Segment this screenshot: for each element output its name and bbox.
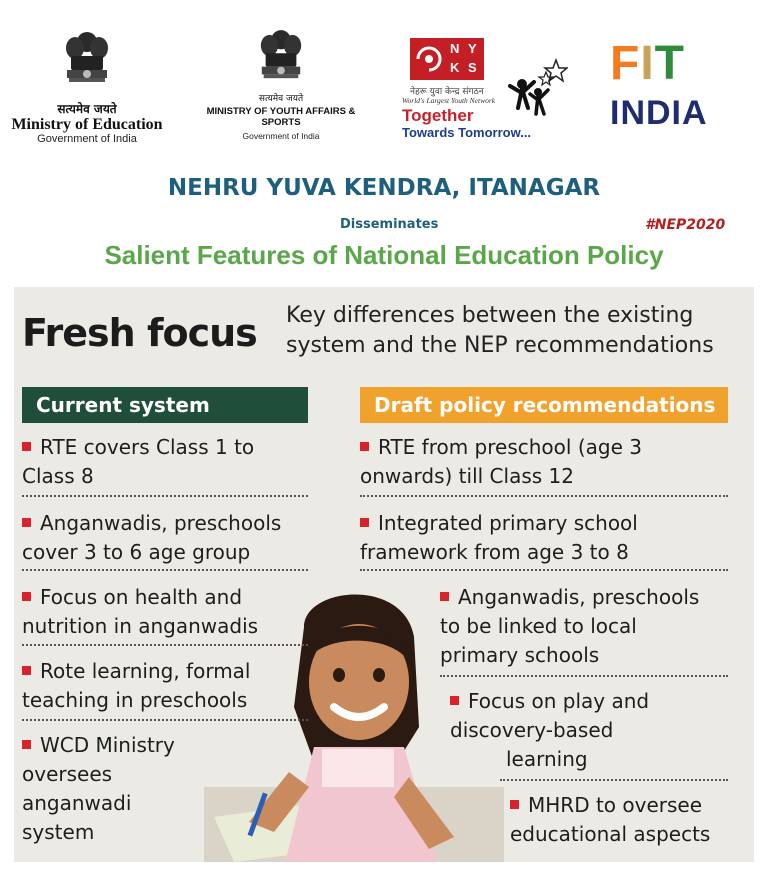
fit-india-logo <box>610 38 740 138</box>
nyks-network-text: World's Largest Youth Network <box>402 96 496 105</box>
bullet-icon <box>360 518 369 527</box>
divider <box>440 675 728 677</box>
nyks-towards-text: Towards Tomorrow... <box>402 125 532 140</box>
government-of-india-text: Government of India <box>242 131 320 141</box>
divider <box>22 569 308 571</box>
divider <box>22 495 308 497</box>
divider <box>500 779 728 781</box>
national-emblem-icon <box>6 28 168 98</box>
page-subtitle: Salient Features of National Education Policy <box>104 240 664 270</box>
nyks-letter: Y <box>468 41 477 56</box>
bullet-icon <box>22 442 31 451</box>
bullet-icon <box>22 666 31 675</box>
current-point-5: WCD Ministry oversees anganwadi system <box>22 733 175 844</box>
nyks-hindi-text: नेहरू युवा केन्द्र संगठन <box>410 87 484 97</box>
divider <box>22 644 308 646</box>
national-emblem-icon <box>195 26 367 90</box>
bullet-icon <box>22 518 31 527</box>
nyks-letter: K <box>450 60 460 75</box>
draft-point-5: MHRD to oversee educational aspects <box>510 793 711 846</box>
nyks-letter: S <box>468 60 477 75</box>
satyamev-jayate-text: सत्यमेव जयते <box>258 94 304 104</box>
draft-point-4: Focus on play and discovery-based learning <box>450 689 650 771</box>
draft-point-2: Integrated primary school framework from age 3 to 8 <box>360 511 638 564</box>
nyks-swirl-icon <box>414 44 444 74</box>
draft-point-1: RTE from preschool (age 3 onwards) till Class 12 <box>360 435 642 488</box>
nyks-youth-figures-icon <box>506 58 568 124</box>
current-point-4: Rote learning, formal teaching in preschools <box>22 659 251 712</box>
fit-letter-t: T <box>654 37 685 90</box>
nyks-letter: N <box>450 41 460 56</box>
nyks-together-text: Together <box>402 106 474 125</box>
infographic-subheading <box>286 301 746 361</box>
bullet-icon <box>22 592 31 601</box>
bullet-icon <box>450 696 459 705</box>
nyks-red-box <box>410 38 484 80</box>
ministry-of-education-logo <box>6 28 168 145</box>
current-point-2: Anganwadis, preschools cover 3 to 6 age group <box>22 511 282 564</box>
government-of-india-text: Government of India <box>37 133 137 145</box>
fit-letter-i: I <box>640 37 655 90</box>
draft-point-3: Anganwadis, preschools to be linked to local primary schools <box>440 585 700 667</box>
page-title: NEHRU YUVA KENDRA, ITANAGAR <box>167 175 601 201</box>
divider <box>360 495 728 497</box>
fit-letter-f: F <box>610 37 641 90</box>
ministry-of-youth-affairs-logo <box>195 26 367 141</box>
nyks-logo <box>398 38 578 148</box>
subheading-line: system and the NEP recommendations <box>286 333 714 358</box>
fit-wordmark <box>610 37 685 90</box>
divider <box>360 569 728 571</box>
hashtag-text: #NEP2020 <box>645 217 726 233</box>
draft-policy-header: Draft policy recommendations <box>360 387 728 423</box>
satyamev-jayate-text: सत्यमेव जयते <box>57 102 117 116</box>
divider <box>22 719 308 721</box>
fit-india-text: INDIA <box>610 94 708 132</box>
bullet-icon <box>22 740 31 749</box>
infographic-heading: Fresh focus <box>22 311 257 355</box>
disseminates-text: Disseminates <box>340 217 439 232</box>
subheading-line: Key differences between the existing <box>286 303 694 328</box>
bullet-icon <box>510 800 519 809</box>
infographic-panel <box>14 287 754 862</box>
ministry-title: MINISTRY OF YOUTH AFFAIRS & SPORTS <box>206 106 356 128</box>
current-point-3: Focus on health and nutrition in anganwadis <box>22 585 259 638</box>
ministry-title: Ministry of Education <box>11 116 163 133</box>
bullet-icon <box>360 442 369 451</box>
bullet-icon <box>440 592 449 601</box>
current-system-header: Current system <box>22 387 308 423</box>
current-point-1: RTE covers Class 1 to Class 8 <box>22 435 255 488</box>
